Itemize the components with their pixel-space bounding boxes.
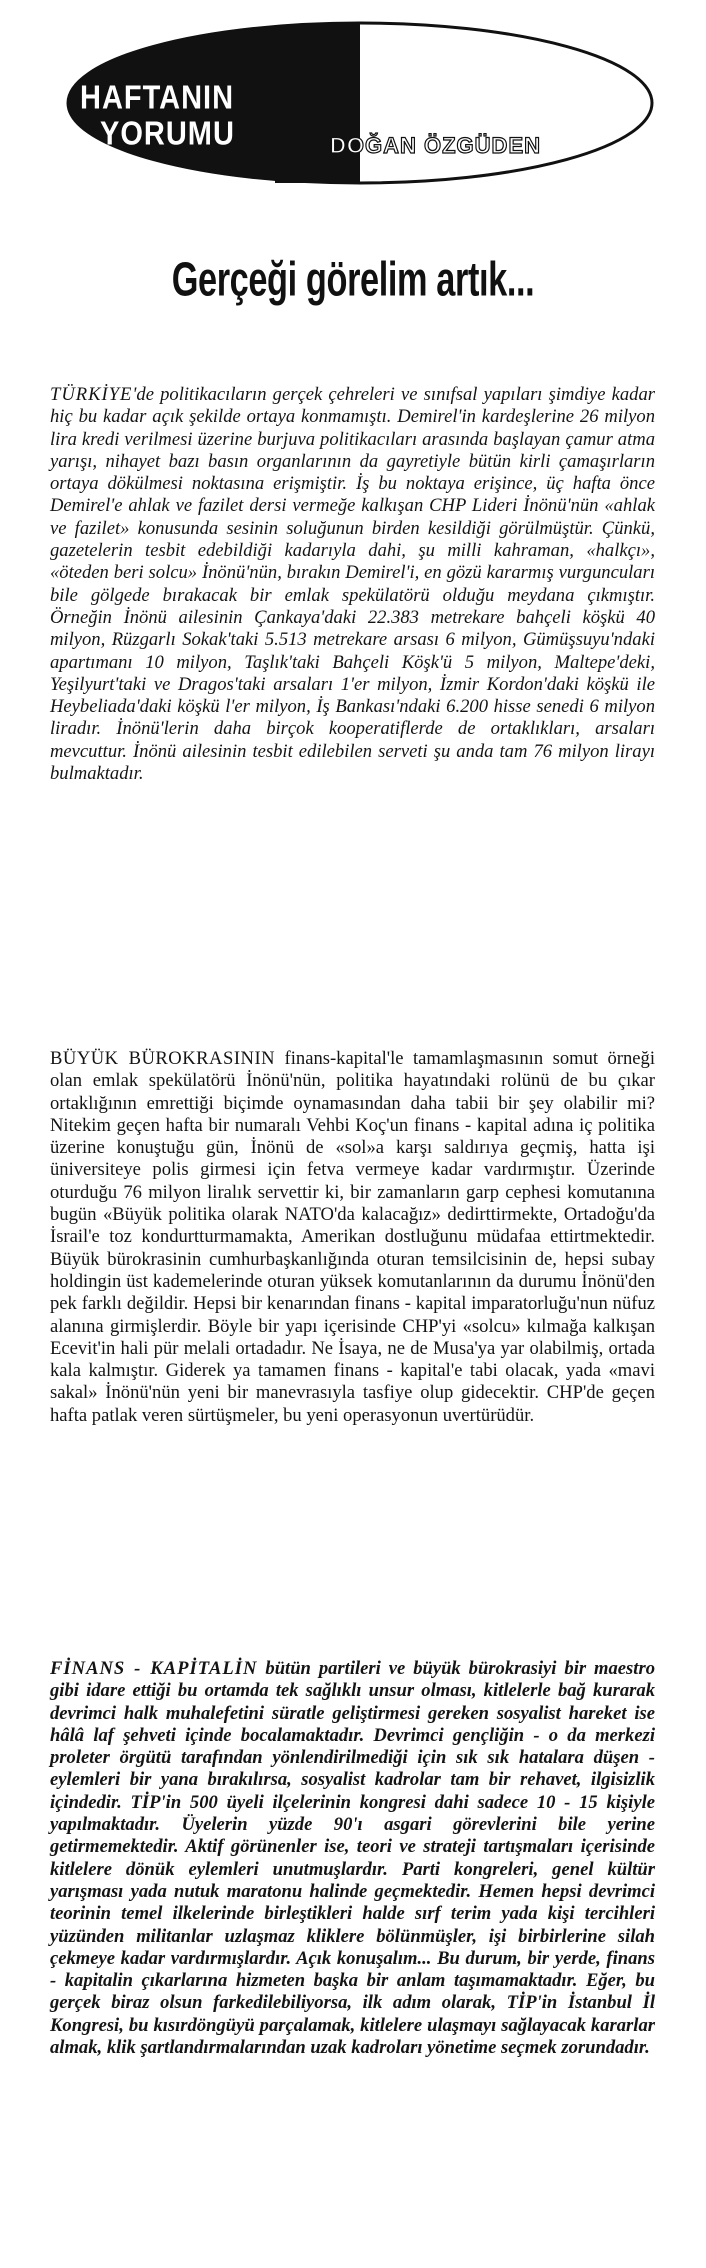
author-name: DOĞAN ÖZGÜDEN (330, 133, 541, 158)
masthead-title-line1: HAFTANIN (80, 79, 235, 117)
paragraph-2-text: finans-kapital'le tamamlaşmasının somut örneği olan emlak spekülatörü İnönü'nün, politika hayatındaki rolünü de bu çıkar ortaklığının emrettiği biçimde oynamasından daha tabii bir şey olabilir mi? Nitekim geçen hafta bir numaralı Vehbi Koç'un finans - kapital adına iç politika üzerine konuştuğu gün, İnönü de «sol»a karşı saldırıya geçmiş, hatta işi üniversiteye polis girmesi için fetva vermeye kadar vardırmıştır. Üzerinde oturduğu 76 milyon liralık servettir ki, bir zamanların garp cephesi komutanına bugün «Büyük politika olarak NATO'da kalacağız» dedirttirmekte, Ortadoğu'da İsrail'e toz kondurtturmamakta, Amerikan dostluğunu müdafaa ettirtmektedir. Büyük bürokrasinin cumhurbaşkanlığında oturan temsilcisinin de, hepsi subay holdingin üst kademelerinde oturan yüksek komutanlarının da durumu İnönü'den pek farklı değildir. Hepsi bir kenarından finans - kapital imparatorluğu'nun nüfuz alanına girmişlerdir. Böyle bir yapı içerisinde CHP'yi «solcu» kılmağa kalkışan Ecevit'in hali pür melali ortadadır. Ne İsaya, ne de Musa'ya yar olabilmiş, ortada kala kalmıştır. Giderek ya tamamen finans - kapital'e tabi olacak, yada «mavi sakal» İnönü'nün yeni bir manevrasıyla tasfiye olup gidecektir. CHP'de geçen hafta patlak veren sürtüşmeler, bu yeni operasyonun uvertürüdür. (50, 1048, 655, 1426)
column-masthead (60, 18, 660, 188)
paragraph-3 (50, 1658, 655, 2059)
paragraph-3-text: bütün partileri ve büyük bürokrasiyi bir maestro gibi idare ettiği bu ortamda tek sağlıklı unsur olması, kitlelerle bağ kurarak devrimci halk muhalefetini süratle geliştirmesi gereken sosyalist hareket ise hâlâ laf şehveti içinde bocalamaktadır. Devrimci gençliğin - o da merkezi proleter örgütü tarafından yönlendirilmediği için sık sık hatalara düşen - eylemleri bir yana bırakılırsa, sosyalist kadrolar tam bir rehavet, ilgisizlik içindedir. TİP'in 500 üyeli ilçelerinin kongresi dahi sadece 10 - 15 kişiyle yapılmaktadır. Üyelerin yüzde 90'ı asgari görevlerini bile yerine getirmemektedir. Aktif görünenler ise, teori ve strateji tartışmaları içerisinde kitlelere dönük eylemleri unutmuşlardır. Parti kongreleri, genel kültür yarışması yada nutuk maratonu halinde geçmektedir. Hemen hepsi devrimci teorinin temel ilkelerinde birleştikleri halde sırf terim yada kişi tercihleri yüzünden militanlar uzlaşmaz kliklere bölünmüşler, işi birbirlerine silah çekmeye kadar vardırmışlardır. Açık konuşalım... Bu durum, bir yerde, finans - kapitalin çıkarlarına hizmeten başka bir anlam taşımamaktadır. Eğer, bu gerçek biraz olsun farkedilebiliyorsa, ilk adım olarak, TİP'in İstanbul İl Kongresi, bu kısırdöngüyü parçalamak, kitlelere ulaşmayı sağlayacak kararlar almak, klik şartlandırmalarından uzak kadroları yönetime seçmek zorundadır. (50, 1658, 655, 2059)
paragraph-3-lead: FİNANS - KAPİTALİN (50, 1658, 258, 1679)
paragraph-2 (50, 1048, 655, 1427)
masthead-title-line2: YORUMU (100, 115, 235, 153)
paragraph-2-lead: BÜYÜK BÜROKRASININ (50, 1048, 276, 1069)
paragraph-1-lead: TÜRKİYE (50, 384, 133, 405)
paragraph-1-text: 'de politikacıların gerçek çehreleri ve sınıfsal yapıları şimdiye kadar hiç bu kadar açık şekilde ortaya konmamıştı. Demirel'in kardeşlerine 26 milyon lira kredi verilmesi üzerine burjuva politikacıları arasında başlayan çamur atma yarışı, nihayet bazı basın organlarının da gayretiyle bütün kirli çamaşırların ortaya dökülmesi noktasına erişmiştir. İş bu noktaya erişince, üç hafta önce Demirel'e ahlak ve fazilet dersi vermeğe kalkışan CHP Lideri İnönü'nün «ahlak ve fazilet» konusunda sesinin soluğunun birden kesildiği görülmüştür. Çünkü, gazetelerin tesbit edebildiği kadarıyla dahi, şu milli kahraman, «halkçı», «öteden beri solcu» İnönü'nün, bırakın Demirel'i, en gözü kararmış vurguncuları bile gölgede bırakacak bir emlak spekülatörü olduğu meydana çıkmıştır. Örneğin İnönü ailesinin Çankaya'daki 22.383 metrekare bahçeli köşkü 40 milyon, Rüzgarlı Sokak'taki 5.513 metrekare arsası 6 milyon, Gümüşsuyu'ndaki apartımanı 10 milyon, Taşlık'taki Bahçeli Köşk'ü 5 milyon, Maltepe'deki, Yeşilyurt'taki ve Dragos'taki arsaları 1'er milyon, İzmir Kordon'daki köşkü ile Heybeliada'daki köşkü l'er milyon, İş Bankası'ndaki 6.200 hisse senedi 6 milyon liradır. İnönü'lerin daha birçok kooperatiflerde de ortaklıkları, arsaları mevcuttur. İnönü ailesinin tesbit edilebilen serveti şu anda tam 76 milyon lirayı bulmaktadır. (50, 384, 655, 785)
article-headline: Gerçeği görelim artık... (171, 252, 535, 307)
paragraph-1 (50, 384, 655, 785)
